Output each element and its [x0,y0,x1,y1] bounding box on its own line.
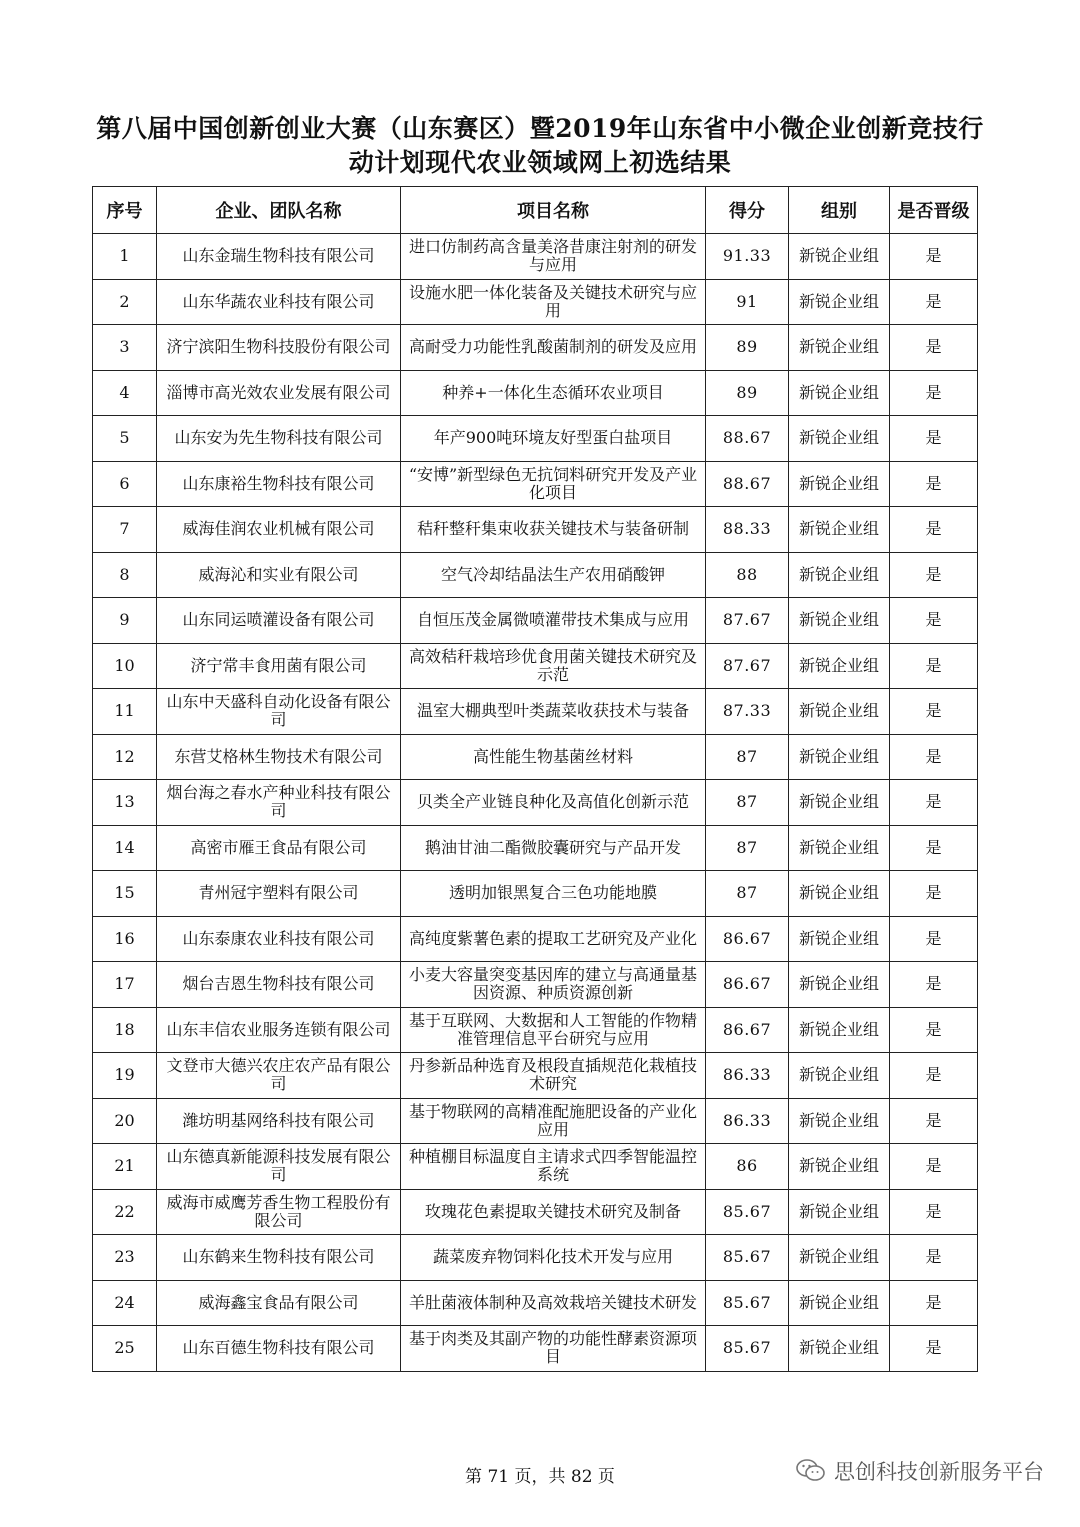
cell-score: 89 [706,325,789,371]
cell-score: 86.67 [706,916,789,962]
cell-project: 玫瑰花色素提取关键技术研究及制备 [401,1189,706,1235]
table-row [93,689,978,735]
table-row [93,279,978,325]
cell-score: 89 [706,370,789,416]
cell-project: 丹参新品种选育及根段直插规范化栽植技术研究 [401,1053,706,1099]
cell-group: 新锐企业组 [789,279,890,325]
cell-advance: 是 [890,1326,978,1372]
cell-company: 威海沁和实业有限公司 [157,552,401,598]
cell-company: 济宁常丰食用菌有限公司 [157,643,401,689]
cell-no: 20 [93,1098,157,1144]
cell-no: 19 [93,1053,157,1099]
cell-company: 潍坊明基网络科技有限公司 [157,1098,401,1144]
cell-no: 8 [93,552,157,598]
cell-project: 高性能生物基菌丝材料 [401,734,706,780]
cell-project: 高纯度紫薯色素的提取工艺研究及产业化 [401,916,706,962]
cell-advance: 是 [890,552,978,598]
cell-score: 85.67 [706,1189,789,1235]
table-row [93,552,978,598]
cell-company: 山东金瑞生物科技有限公司 [157,234,401,280]
table-row [93,1053,978,1099]
cell-no: 4 [93,370,157,416]
cell-group: 新锐企业组 [789,1280,890,1326]
cell-advance: 是 [890,962,978,1008]
cell-project: 贝类全产业链良种化及高值化创新示范 [401,780,706,826]
cell-group: 新锐企业组 [789,734,890,780]
cell-advance: 是 [890,598,978,644]
cell-project: 小麦大容量突变基因库的建立与高通量基因资源、种质资源创新 [401,962,706,1008]
cell-score: 91.33 [706,234,789,280]
cell-advance: 是 [890,416,978,462]
cell-group: 新锐企业组 [789,461,890,507]
cell-no: 1 [93,234,157,280]
cell-score: 86.33 [706,1053,789,1099]
cell-no: 2 [93,279,157,325]
cell-advance: 是 [890,325,978,371]
cell-group: 新锐企业组 [789,1007,890,1053]
cell-score: 88.67 [706,416,789,462]
cell-group: 新锐企业组 [789,689,890,735]
cell-group: 新锐企业组 [789,1098,890,1144]
table-body [93,234,978,1372]
cell-project: 基于肉类及其副产物的功能性酵素资源项目 [401,1326,706,1372]
cell-no: 3 [93,325,157,371]
cell-project: 蔬菜废弃物饲料化技术开发与应用 [401,1235,706,1281]
cell-no: 6 [93,461,157,507]
cell-score: 86 [706,1144,789,1190]
header-project: 项目名称 [401,187,706,234]
table-row [93,962,978,1008]
cell-score: 87 [706,734,789,780]
cell-project: 基于互联网、大数据和人工智能的作物精准管理信息平台研究与应用 [401,1007,706,1053]
cell-no: 24 [93,1280,157,1326]
title-line-2: 动计划现代农业领域网上初选结果 [348,148,732,177]
cell-group: 新锐企业组 [789,1189,890,1235]
cell-company: 山东安为先生物科技有限公司 [157,416,401,462]
cell-score: 87 [706,825,789,871]
cell-company: 山东华蔬农业科技有限公司 [157,279,401,325]
cell-project: “安博”新型绿色无抗饲料研究开发及产业化项目 [401,461,706,507]
cell-company: 烟台吉恩生物科技有限公司 [157,962,401,1008]
cell-company: 济宁滨阳生物科技股份有限公司 [157,325,401,371]
cell-no: 11 [93,689,157,735]
cell-project: 种植棚目标温度自主请求式四季智能温控系统 [401,1144,706,1190]
cell-score: 88.67 [706,461,789,507]
cell-company: 山东丰信农业服务连锁有限公司 [157,1007,401,1053]
cell-advance: 是 [890,507,978,553]
cell-project: 进口仿制药高含量美洛昔康注射剂的研发与应用 [401,234,706,280]
cell-advance: 是 [890,1007,978,1053]
table-row [93,1235,978,1281]
cell-group: 新锐企业组 [789,643,890,689]
cell-score: 88.33 [706,507,789,553]
cell-company: 淄博市高光效农业发展有限公司 [157,370,401,416]
table-row [93,370,978,416]
cell-group: 新锐企业组 [789,325,890,371]
cell-group: 新锐企业组 [789,416,890,462]
cell-company: 山东中天盛科自动化设备有限公司 [157,689,401,735]
cell-advance: 是 [890,1189,978,1235]
cell-company: 威海市威鹰芳香生物工程股份有限公司 [157,1189,401,1235]
cell-project: 鹅油甘油二酯微胶囊研究与产品开发 [401,825,706,871]
title-line-1: 第八届中国创新创业大赛（山东赛区）暨2019年山东省中小微企业创新竞技行 [96,114,984,143]
cell-group: 新锐企业组 [789,598,890,644]
cell-no: 25 [93,1326,157,1372]
table-row [93,1144,978,1190]
cell-score: 87.67 [706,598,789,644]
cell-score: 87 [706,780,789,826]
table-row [93,1098,978,1144]
cell-project: 空气冷却结晶法生产农用硝酸钾 [401,552,706,598]
table-row [93,825,978,871]
cell-company: 山东泰康农业科技有限公司 [157,916,401,962]
cell-advance: 是 [890,1144,978,1190]
cell-company: 山东百德生物科技有限公司 [157,1326,401,1372]
cell-advance: 是 [890,234,978,280]
cell-company: 青州冠宇塑料有限公司 [157,871,401,917]
cell-project: 高效秸秆栽培珍优食用菌关键技术研究及示范 [401,643,706,689]
table-row [93,325,978,371]
cell-group: 新锐企业组 [789,1235,890,1281]
cell-advance: 是 [890,734,978,780]
cell-no: 17 [93,962,157,1008]
cell-no: 23 [93,1235,157,1281]
cell-project: 羊肚菌液体制种及高效栽培关键技术研发 [401,1280,706,1326]
cell-company: 山东同运喷灌设备有限公司 [157,598,401,644]
table-row [93,598,978,644]
cell-group: 新锐企业组 [789,825,890,871]
cell-group: 新锐企业组 [789,370,890,416]
cell-advance: 是 [890,689,978,735]
cell-group: 新锐企业组 [789,1326,890,1372]
cell-no: 5 [93,416,157,462]
cell-score: 87.33 [706,689,789,735]
cell-score: 87 [706,871,789,917]
cell-score: 87.67 [706,643,789,689]
cell-company: 山东德真新能源科技发展有限公司 [157,1144,401,1190]
cell-score: 85.67 [706,1280,789,1326]
cell-group: 新锐企业组 [789,916,890,962]
cell-no: 7 [93,507,157,553]
cell-no: 22 [93,1189,157,1235]
table-row [93,643,978,689]
cell-group: 新锐企业组 [789,507,890,553]
cell-advance: 是 [890,1280,978,1326]
wechat-icon [796,1458,826,1484]
header-group: 组别 [789,187,890,234]
cell-score: 86.33 [706,1098,789,1144]
table-row [93,234,978,280]
table-header [93,187,978,234]
cell-score: 85.67 [706,1326,789,1372]
cell-company: 威海鑫宝食品有限公司 [157,1280,401,1326]
header-score: 得分 [706,187,789,234]
results-table [92,186,978,1372]
cell-score: 86.67 [706,962,789,1008]
cell-advance: 是 [890,825,978,871]
table-row [93,780,978,826]
header-row [93,187,978,234]
cell-advance: 是 [890,279,978,325]
header-advance: 是否晋级 [890,187,978,234]
cell-group: 新锐企业组 [789,552,890,598]
table-row [93,507,978,553]
cell-advance: 是 [890,916,978,962]
cell-advance: 是 [890,1235,978,1281]
table-row [93,734,978,780]
table-row [93,1189,978,1235]
table-row [93,1326,978,1372]
cell-score: 85.67 [706,1235,789,1281]
header-company: 企业、团队名称 [157,187,401,234]
cell-no: 15 [93,871,157,917]
cell-score: 91 [706,279,789,325]
cell-group: 新锐企业组 [789,234,890,280]
table-row [93,1280,978,1326]
table-row [93,461,978,507]
watermark [796,1456,1044,1486]
page-number: 第 71 页，共 82 页 [465,1467,615,1487]
cell-project: 高耐受力功能性乳酸菌制剂的研发及应用 [401,325,706,371]
cell-advance: 是 [890,871,978,917]
cell-no: 14 [93,825,157,871]
cell-advance: 是 [890,1053,978,1099]
cell-advance: 是 [890,370,978,416]
cell-group: 新锐企业组 [789,871,890,917]
table-row [93,871,978,917]
table-row [93,916,978,962]
cell-no: 18 [93,1007,157,1053]
cell-advance: 是 [890,461,978,507]
cell-company: 东营艾格林生物技术有限公司 [157,734,401,780]
cell-project: 秸秆整秆集束收获关键技术与装备研制 [401,507,706,553]
cell-company: 山东鹤来生物科技有限公司 [157,1235,401,1281]
cell-company: 烟台海之春水产种业科技有限公司 [157,780,401,826]
cell-group: 新锐企业组 [789,780,890,826]
cell-score: 88 [706,552,789,598]
cell-score: 86.67 [706,1007,789,1053]
cell-no: 16 [93,916,157,962]
cell-no: 12 [93,734,157,780]
cell-project: 自恒压茂金属微喷灌带技术集成与应用 [401,598,706,644]
cell-project: 基于物联网的高精准配施肥设备的产业化应用 [401,1098,706,1144]
cell-group: 新锐企业组 [789,962,890,1008]
cell-company: 文登市大德兴农庄农产品有限公司 [157,1053,401,1099]
cell-no: 9 [93,598,157,644]
table-row [93,1007,978,1053]
cell-company: 威海佳润农业机械有限公司 [157,507,401,553]
cell-no: 21 [93,1144,157,1190]
cell-company: 高密市雁王食品有限公司 [157,825,401,871]
cell-group: 新锐企业组 [789,1053,890,1099]
watermark-text: 思创科技创新服务平台 [834,1460,1044,1484]
cell-project: 设施水肥一体化装备及关键技术研究与应用 [401,279,706,325]
table-row [93,416,978,462]
cell-project: 温室大棚典型叶类蔬菜收获技术与装备 [401,689,706,735]
cell-project: 种养+一体化生态循环农业项目 [401,370,706,416]
cell-advance: 是 [890,780,978,826]
cell-company: 山东康裕生物科技有限公司 [157,461,401,507]
cell-project: 年产900吨环境友好型蛋白盐项目 [401,416,706,462]
cell-no: 10 [93,643,157,689]
cell-advance: 是 [890,643,978,689]
header-no: 序号 [93,187,157,234]
cell-group: 新锐企业组 [789,1144,890,1190]
cell-project: 透明加银黑复合三色功能地膜 [401,871,706,917]
cell-no: 13 [93,780,157,826]
cell-advance: 是 [890,1098,978,1144]
document-title [60,112,1020,180]
